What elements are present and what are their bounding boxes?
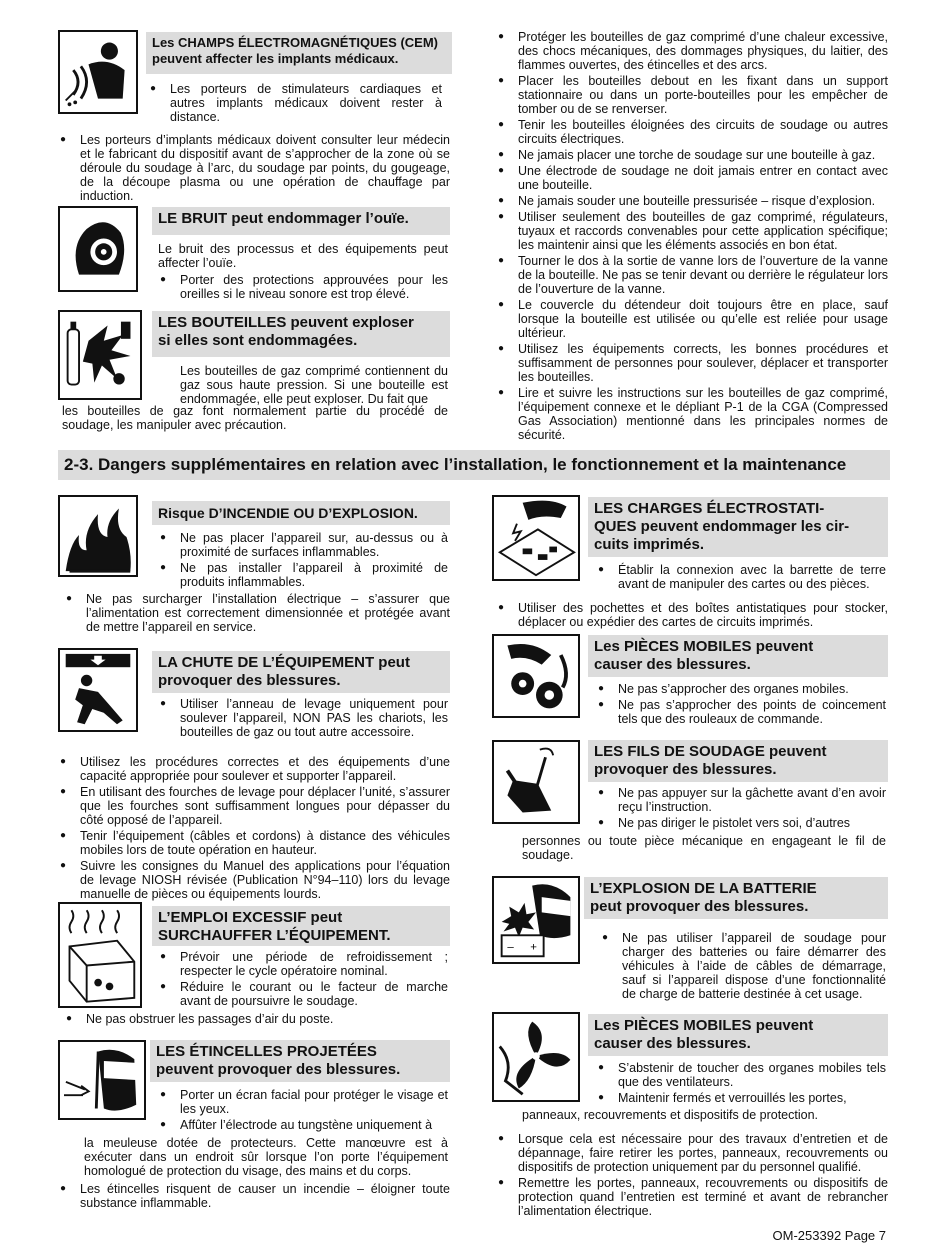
list-item: ● Ne pas appuyer sur la gâchette avant d’en avoir reçu l’instruction.: [596, 786, 886, 814]
cylinder-safety-list: [496, 30, 888, 444]
emf-inner-list: [148, 82, 442, 126]
list-item: ● Lire et suivre les instructions sur les bouteilles de gaz comprimé, l’équipement connexe et le dépliant P-1 de la CGA (Compressed Gas Association) mentionné dans les principales normes de sécurité.: [496, 386, 888, 442]
moving-rollers-icon: [492, 634, 580, 718]
overuse-heading: L’EMPLOI EXCESSIF peut SURCHAUFFER L’ÉQUIPEMENT.: [152, 906, 450, 946]
svg-text:+: +: [530, 941, 537, 954]
list-item: ● Suivre les consignes du Manuel des applications pour l’équation de levage NIOSH révisée (Publication N°94–110) lors du levage manuelle de pièces ou équipements lourds.: [58, 859, 450, 901]
list-item: ● Ne jamais placer une torche de soudage sur une bouteille à gaz.: [496, 148, 888, 162]
sparks-heading: LES ÉTINCELLES PROJETÉES peuvent provoquer des blessures.: [150, 1040, 450, 1082]
list-item: ● S’abstenir de toucher des organes mobiles tels que des ventilateurs.: [596, 1061, 886, 1089]
list-item: ● Ne pas s’approcher des organes mobiles.: [596, 682, 886, 696]
moving2-doors-continuation: panneaux, recouvrements et dispositifs de protection.: [522, 1108, 819, 1122]
list-item: ● Porter des protections approuvées pour les oreilles si le niveau sonore est trop élevé.: [158, 273, 448, 301]
list-item: ● Ne pas surcharger l’installation électrique – s’assurer que l’alimentation est correctement dimensionnée et protégée avant de mettre l’appareil en service.: [64, 592, 450, 634]
fire-hazard-icon: [58, 495, 138, 577]
overuse-inner-list: [158, 950, 448, 1010]
list-item: ● Remettre les portes, panneaux, recouvrements ou dispositifs de protection quand l’entretien est terminé et avant de rebrancher l’alimentation électrique.: [496, 1176, 888, 1218]
list-item: ● Placer les bouteilles debout en les fixant dans un support stationnaire ou dans un porte-bouteilles pour les empêcher de tomber ou de se renverser.: [496, 74, 888, 116]
section-title: 2-3. Dangers supplémentaires en relation avec l’installation, le fonctionnement et la maintenance: [58, 450, 890, 480]
cylinders-intro-b: les bouteilles de gaz font normalement partie du procédé de soudage, les manipuler avec précaution.: [62, 404, 448, 432]
flying-sparks-icon: [58, 1040, 146, 1120]
welding-wire-icon: [492, 740, 580, 824]
wire-gun-continuation: personnes ou toute pièce mécanique en engageant le fil de soudage.: [522, 834, 886, 862]
list-item: ● En utilisant des fourches de levage pour déplacer l’unité, s’assurer que les fourches sont suffisamment longues pour dépasser du côté opposé de l’appareil.: [58, 785, 450, 827]
list-item: ● Ne pas obstruer les passages d’air du poste.: [64, 1012, 450, 1026]
sparks-inner-list: [158, 1088, 448, 1134]
moving1-heading: Les PIÈCES MOBILES peuvent causer des blessures.: [588, 635, 888, 677]
noise-heading: LE BRUIT peut endommager l’ouïe.: [152, 207, 450, 235]
page-footer: OM-253392 Page 7: [772, 1228, 886, 1243]
list-item: ● Utilisez les équipements corrects, les bonnes procédures et suffisamment de personnes pour soulever, déplacer et transporter les bouteilles.: [496, 342, 888, 384]
overuse-outer-list: [64, 1012, 450, 1028]
falling-equipment-icon: [58, 648, 138, 732]
list-item: ● Ne pas installer l’appareil à proximité de produits inflammables.: [158, 561, 448, 589]
noise-intro: Le bruit des processus et des équipements peut affecter l’ouïe.: [158, 242, 448, 270]
emf-outer-list: [58, 133, 450, 205]
moving2-heading: Les PIÈCES MOBILES peuvent causer des blessures.: [588, 1014, 888, 1056]
list-item: ● Ne pas s’approcher des points de coincement tels que des rouleaux de commande.: [596, 698, 886, 726]
hearing-protection-icon: [58, 206, 138, 292]
list-item: ● Prévoir une période de refroidissement ; respecter le cycle opératoire nominal.: [158, 950, 448, 978]
sparks-tungsten-continuation: la meuleuse dotée de protecteurs. Cette manœuvre est à exécuter dans un endroit sûr lorsque l’on porte l’équipement homologué de protection du visage, des mains et du corps.: [84, 1136, 448, 1178]
list-item: ● Ne pas placer l’appareil sur, au-dessus ou à proximité de surfaces inflammables.: [158, 531, 448, 559]
moving2-inner-list: [596, 1061, 886, 1107]
list-item: ● Réduire le courant ou le facteur de marche avant de poursuivre le soudage.: [158, 980, 448, 1008]
static-electricity-icon: [492, 495, 580, 581]
fall-inner-list: [158, 697, 448, 741]
pacemaker-warning-icon: [58, 30, 138, 114]
moving1-inner-list: [596, 682, 886, 728]
noise-list: [158, 273, 448, 303]
fall-heading: LA CHUTE DE L’ÉQUIPEMENT peut provoquer des blessures.: [152, 651, 450, 693]
list-item: ● Ne jamais souder une bouteille pressurisée – risque d’explosion.: [496, 194, 888, 208]
fire-outer-list: [64, 592, 450, 636]
overheating-icon: [58, 902, 142, 1008]
fan-blade-icon: [492, 1012, 580, 1102]
list-item: ● Protéger les bouteilles de gaz comprimé d’une chaleur excessive, des chocs mécaniques, des dommages physiques, du laitier, des flammes ouvertes, des étincelles et des arcs.: [496, 30, 888, 72]
list-item: ● Tourner le dos à la sortie de vanne lors de l’ouverture de la vanne de la bouteille. Ne pas se tenir devant ou derrière le régulateur lors de l’ouverture de la vanne.: [496, 254, 888, 296]
list-item: ● Utiliser des pochettes et des boîtes antistatiques pour stocker, déplacer ou expédier des cartes de circuits imprimés.: [496, 601, 888, 629]
list-item: ● Utiliser seulement des bouteilles de gaz comprimé, régulateurs, tuyaux et raccords convenables pour cette application spécifique; les maintenir ainsi que les éléments associés en bon état.: [496, 210, 888, 252]
battery-explosion-icon: [492, 876, 580, 964]
list-item: ● Ne pas diriger le pistolet vers soi, d’autres: [596, 816, 886, 830]
list-item: ● Les porteurs de stimulateurs cardiaques et autres implants médicaux doivent rester à distance.: [148, 82, 442, 124]
moving2-outer-list: [496, 1132, 888, 1220]
wire-heading: LES FILS DE SOUDAGE peuvent provoquer des blessures.: [588, 740, 888, 782]
fire-inner-list: [158, 531, 448, 591]
static-inner-list: [596, 563, 886, 593]
fall-outer-list: [58, 755, 450, 903]
wire-inner-list: [596, 786, 886, 832]
list-item: ● Les étincelles risquent de causer un incendie – éloigner toute substance inflammable.: [58, 1182, 450, 1210]
list-item: ● Établir la connexion avec la barrette de terre avant de manipuler des cartes ou des pièces.: [596, 563, 886, 591]
battery-heading: L’EXPLOSION DE LA BATTERIE peut provoquer des blessures.: [584, 877, 888, 919]
list-item: ● Maintenir fermés et verrouillés les portes,: [596, 1091, 886, 1105]
list-item: ● Une électrode de soudage ne doit jamais entrer en contact avec une bouteille.: [496, 164, 888, 192]
list-item: ● Le couvercle du détendeur doit toujours être en place, sauf lorsque la bouteille est utilisée ou qu’elle est reliée pour usage ultérieur.: [496, 298, 888, 340]
static-heading: LES CHARGES ÉLECTROSTATI- QUES peuvent endommager les cir- cuits imprimés.: [588, 497, 888, 557]
list-item: ● Affûter l’électrode au tungstène uniquement à: [158, 1118, 448, 1132]
list-item: ● Utilisez les procédures correctes et des équipements d’une capacité appropriée pour soulever et supporter l’appareil.: [58, 755, 450, 783]
battery-list: [600, 931, 886, 1003]
cylinders-intro-a: Les bouteilles de gaz comprimé contiennent du gaz sous haute pression. Si une bouteille est endommagée, elle peut exploser. Du fait que: [180, 364, 448, 406]
fire-heading: Risque D’INCENDIE OU D’EXPLOSION.: [152, 501, 450, 525]
svg-text:–: –: [507, 941, 514, 954]
static-outer-list: [496, 601, 888, 631]
list-item: ● Les porteurs d’implants médicaux doivent consulter leur médecin et le fabricant du dispositif avant de s’approcher de la zone où se déroule du soudage à l’arc, du soudage par points, du gougeage, de la découpe plasma ou une opération de chauffage par induction.: [58, 133, 450, 203]
list-item: ● Tenir l’équipement (câbles et cordons) à distance des véhicules mobiles lors de toute opération en hauteur.: [58, 829, 450, 857]
sparks-outer-list: [58, 1182, 450, 1212]
cylinder-explosion-icon: [58, 310, 142, 400]
list-item: ● Utiliser l’anneau de levage uniquement pour soulever l’appareil, NON PAS les chariots, les bouteilles de gaz ou tout autre accessoire.: [158, 697, 448, 739]
list-item: ● Lorsque cela est nécessaire pour des travaux d’entretien et de dépannage, faire retirer les portes, panneaux, recouvrements ou dispositifs de protection uniquement par du personnel qualifié.: [496, 1132, 888, 1174]
list-item: ● Tenir les bouteilles éloignées des circuits de soudage ou autres circuits électriques.: [496, 118, 888, 146]
emf-heading: Les CHAMPS ÉLECTROMAGNÉTIQUES (CEM) peuvent affecter les implants médicaux.: [146, 32, 452, 74]
list-item: ● Ne pas utiliser l’appareil de soudage pour charger des batteries ou faire démarrer des véhicules à l’aide de câbles de démarrage, sauf si l’appareil dispose d’une fonctionnalité de charge de batterie destinée à cet usage.: [600, 931, 886, 1001]
list-item: ● Porter un écran facial pour protéger le visage et les yeux.: [158, 1088, 448, 1116]
cylinders-heading: LES BOUTEILLES peuvent exploser si elles sont endommagées.: [152, 311, 450, 357]
